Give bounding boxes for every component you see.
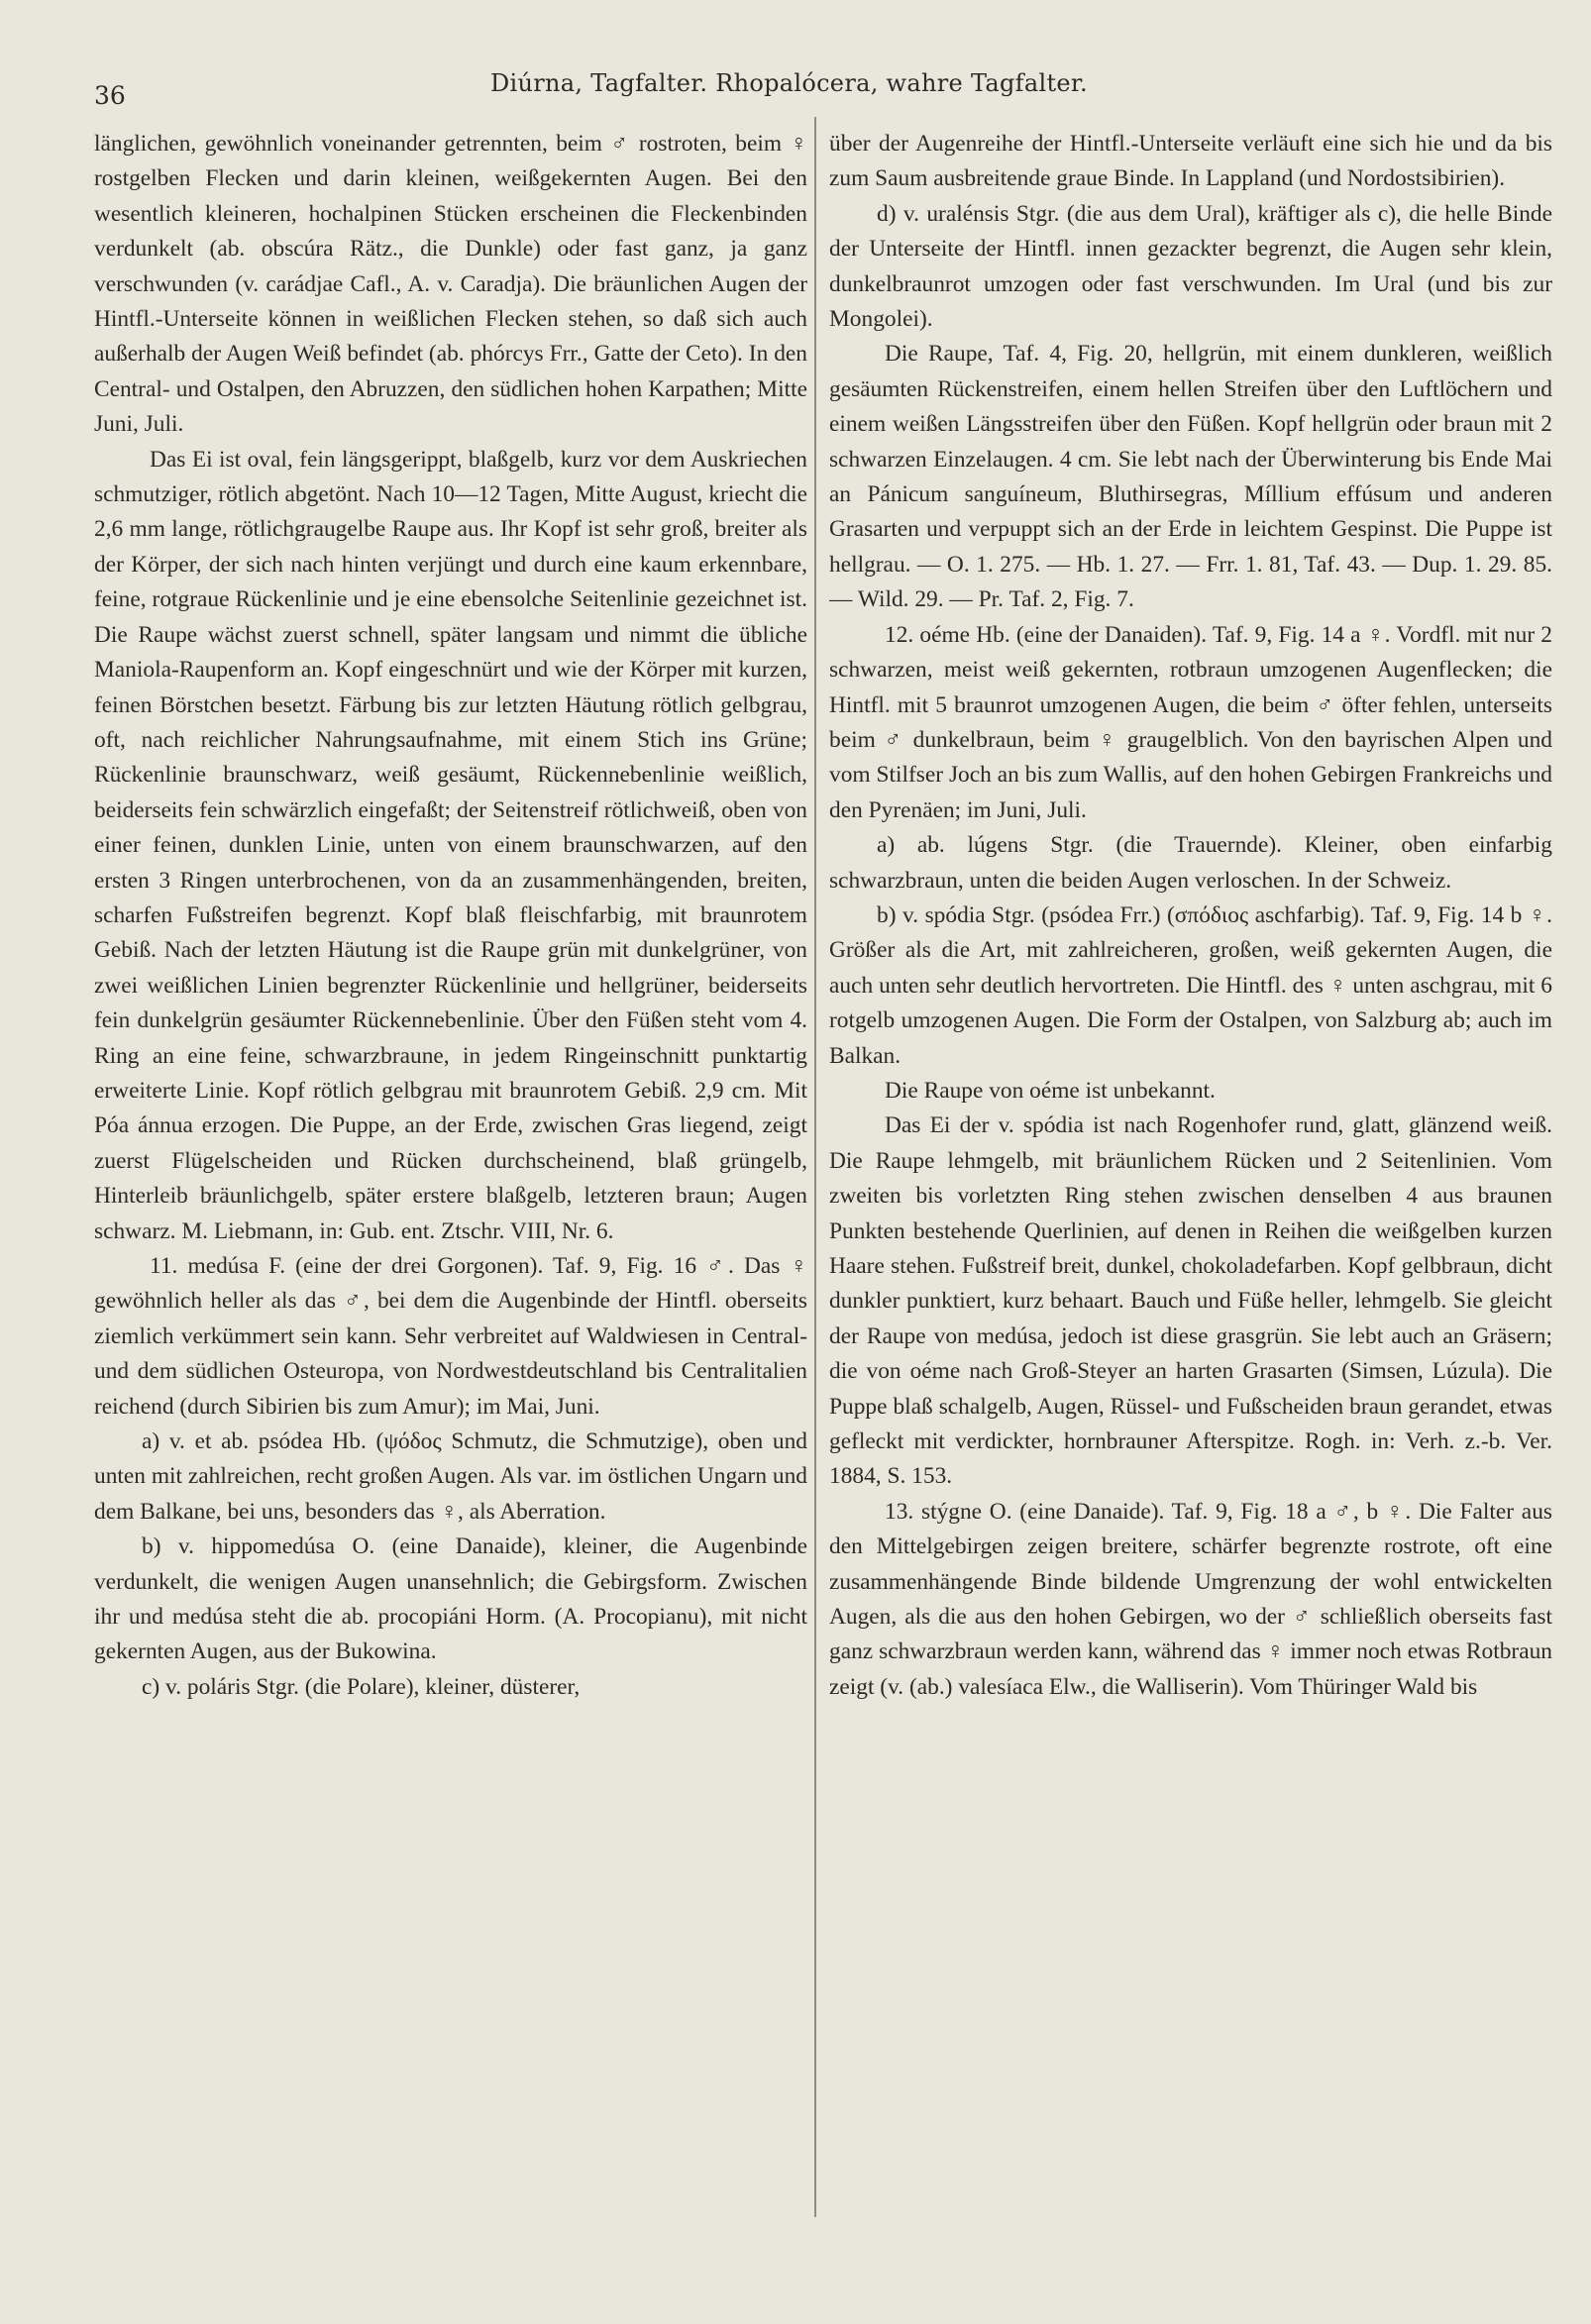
paragraph: 11. medúsa F. (eine der drei Gorgonen). Taf. 9, Fig. 16 ♂. Das ♀ gewöhnlich heller als das ♂, bei dem die Augenbinde der Hintfl. oberseits ziemlich verkümmert sein kann. Sehr verbreitet auf Waldwiesen in Central- und dem südlichen Osteuropa, von Nordwestdeutschland bis Centralitalien reichend (durch Sibirien bis zum Amur); im Mai, Juni. <box>94 1253 807 1420</box>
paragraph: über der Augenreihe der Hintfl.-Unterseite verläuft eine sich hie und da bis zum Saum ausbreitende graue Binde. In Lappland (und Nordostsibirien). <box>829 131 1552 192</box>
paragraph: b) v. spódia Stgr. (psódea Frr.) (σπόδιος aschfarbig). Taf. 9, Fig. 14 b ♀. Größer als die Art, mit zahlreicheren, großen, weiß gekernten Augen, die auch unten sehr deutlich hervortreten. Die Hintfl. des ♀ unten aschgrau, mit 6 rotgelb umzogenen Augen. Die Form der Ostalpen, von Salzburg ab; auch im Balkan. <box>829 901 1552 1069</box>
paragraph: 13. stýgne O. (eine Danaide). Taf. 9, Fig. 18 a ♂, b ♀. Die Falter aus den Mittelgebirgen zeigen breitere, schärfer begrenzte rostrote, oft eine zusammenhängende Binde bildende Umgrenzung der wohl entwickelten Augen, als die aus den hohen Gebirgen, wo der ♂ schließlich oberseits fast ganz schwarzbraun werden kann, während das ♀ immer noch etwas Rotbraun zeigt (v. (ab.) valesíaca Elw., die Walliserin). Vom Thüringer Wald bis <box>829 1498 1552 1700</box>
paragraph: länglichen, gewöhnlich voneinander getrennten, beim ♂ rostroten, beim ♀ rostgelben Flecken und darin kleinen, weißgekernten Augen. Bei den wesentlich kleineren, hochalpinen Stücken erscheinen die Fleckenbinden verdunkelt (ab. obscúra Rätz., die Dunkle) oder fast ganz, ja ganz verschwunden (v. carádjae Cafl., A. v. Caradja). Die bräunlichen Augen der Hintfl.-Unterseite können in weißlichen Flecken stehen, so daß sich auch außerhalb der Augen Weiß befindet (ab. phórcys Frr., Gatte der Ceto). In den Central- und Ostalpen, den Abruzzen, den südlichen hohen Karpathen; Mitte Juni, Juli. <box>94 131 807 438</box>
running-head: Diúrna, Tagfalter. Rhopalócera, wahre Tagfalter. <box>490 69 1088 97</box>
column-divider <box>814 117 816 2217</box>
paragraph: Die Raupe von oéme ist unbekannt. <box>885 1077 1216 1104</box>
paragraph: Das Ei ist oval, fein längsgerippt, blaßgelb, kurz vor dem Auskriechen schmutziger, rötlich abgetönt. Nach 10—12 Tagen, Mitte August, kriecht die 2,6 mm lange, rötlichgraugelbe Raupe aus. Ihr Kopf ist sehr groß, breiter als der Körper, der sich nach hinten verjüngt und durch eine kaum erkennbare, feine, rotgraue Rückenlinie und je eine ebensolche Seitenlinie gezeichnet ist. Die Raupe wächst zuerst schnell, später langsam und nimmt die übliche Maniola-Raupenform an. Kopf eingeschnürt und wie der Körper mit kurzen, feinen Börstchen besetzt. Färbung bis zur letzten Häutung rötlich gelbgrau, oft, nach reichlicher Nahrungsaufnahme, mit einem Stich ins Grüne; Rückenlinie braunschwarz, weiß gesäumt, Rückennebenlinie weißlich, beiderseits fein schwärzlich eingefaßt; der Seitenstreif rötlichweiß, oben von einer feinen, dunklen Linie, unten von einem braunschwarzen, auf den ersten 3 Ringen unterbrochenen, von da an zusammenhängenden, breiten, scharfen Fußstreifen begrenzt. Kopf blaß fleischfarbig, mit braunrotem Gebiß. Nach der letzten Häutung ist die Raupe grün mit dunkelgrüner, von zwei weißlichen Linien begrenzter Rückenlinie und hellgrüner, beiderseits fein dunkelgrün gesäumter Rückennebenlinie. Über den Füßen steht vom 4. Ring an eine feine, schwarzbraune, in jedem Ringeinschnitt punktartig erweiterte Linie. Kopf rötlich gelbgrau mit braunrotem Gebiß. 2,9 cm. Mit Póa ánnua erzogen. Die Puppe, an der Erde, zwischen Gras liegend, zeigt zuerst Flügelscheiden und Rücken durchscheinend, blaß grüngelb, Hinterleib bräunlichgelb, später erstere blaßgelb, letzteren braun; Augen schwarz. M. Liebmann, in: Gub. ent. Ztschr. VIII, Nr. 6. <box>94 446 807 1244</box>
right-column <box>829 127 1552 2306</box>
paragraph: 12. oéme Hb. (eine der Danaiden). Taf. 9, Fig. 14 a ♀. Vordfl. mit nur 2 schwarzen, meist weiß gekernten, rotbraun umzogenen Augenflecken; die Hintfl. mit 5 braunrot umzogenen Augen, die beim ♂ öfter fehlen, unterseits beim ♂ dunkelbraun, beim ♀ graugelblich. Von den bayrischen Alpen und vom Stilfser Joch an bis zum Wallis, auf den hohen Gebirgen Frankreichs und den Pyrenäen; im Juni, Juli. <box>829 621 1552 823</box>
paragraph: c) v. poláris Stgr. (die Polare), kleiner, düsterer, <box>142 1673 581 1700</box>
paragraph: Die Raupe, Taf. 4, Fig. 20, hellgrün, mit einem dunkleren, weißlich gesäumten Rückenstreifen, einem hellen Streifen über den Luftlöchern und einem weißen Längsstreifen über den Füßen. Kopf hellgrün oder braun mit 2 schwarzen Einzelaugen. 4 cm. Sie lebt nach der Überwinterung bis Ende Mai an Pánicum sanguíneum, Bluthirsegras, Míllium effúsum und anderen Grasarten und verpuppt sich an der Erde in leichtem Gespinst. Die Puppe ist hellgrau. — O. 1. 275. — Hb. 1. 27. — Frr. 1. 81, Taf. 43. — Dup. 1. 29. 85. — Wild. 29. — Pr. Taf. 2, Fig. 7. <box>829 341 1552 613</box>
paragraph: a) ab. lúgens Stgr. (die Trauernde). Kleiner, oben einfarbig schwarzbraun, unten die beiden Augen verloschen. In der Schweiz. <box>829 832 1552 894</box>
paragraph: d) v. uralénsis Stgr. (die aus dem Ural), kräftiger als c), die helle Binde der Unterseite der Hintfl. innen gezackter begrenzt, die Augen sehr klein, dunkelbraunrot umzogen oder fast verschwunden. Im Ural (und bis zur Mongolei). <box>829 200 1552 333</box>
left-column <box>94 127 807 2306</box>
paragraph: b) v. hippomedúsa O. (eine Danaide), kleiner, die Augenbinde verdunkelt, die wenigen Augen unansehnlich; die Gebirgsform. Zwischen ihr und medúsa steht die ab. procopiáni Horm. (A. Procopianu), mit nicht gekernten Augen, aus der Bukowina. <box>94 1533 807 1665</box>
paragraph: a) v. et ab. psódea Hb. (ψόδος Schmutz, die Schmutzige), oben und unten mit zahlreichen, recht großen Augen. Als var. im östlichen Ungarn und dem Balkane, bei uns, besonders das ♀, als Aberration. <box>94 1428 807 1525</box>
paragraph: Das Ei der v. spódia ist nach Rogenhofer rund, glatt, glänzend weiß. Die Raupe lehmgelb, mit bräunlichem Rücken und 2 Seitenlinien. Vom zweiten bis vorletzten Ring stehen zwischen denselben 4 aus braunen Punkten bestehende Querlinien, auf denen in Reihen die weißgelben kurzen Haare stehen. Fußstreif breit, dunkel, chokoladefarben. Kopf gelbbraun, dicht dunkler punktiert, kurz behaart. Bauch und Füße heller, lehmgelb. Sie gleicht der Raupe von medúsa, jedoch ist diese grasgrün. Sie lebt auch an Gräsern; die von oéme nach Groß-Steyer an harten Grasarten (Simsen, Lúzula). Die Puppe blaß schalgelb, Augen, Rüssel- und Fußscheiden braun gerandet, etwas gefleckt mit verdickter, hornbrauner Afterspitze. Rogh. in: Verh. z.-b. Ver. 1884, S. 153. <box>829 1112 1552 1490</box>
page-number: 36 <box>94 81 126 110</box>
page-header <box>94 52 1550 110</box>
